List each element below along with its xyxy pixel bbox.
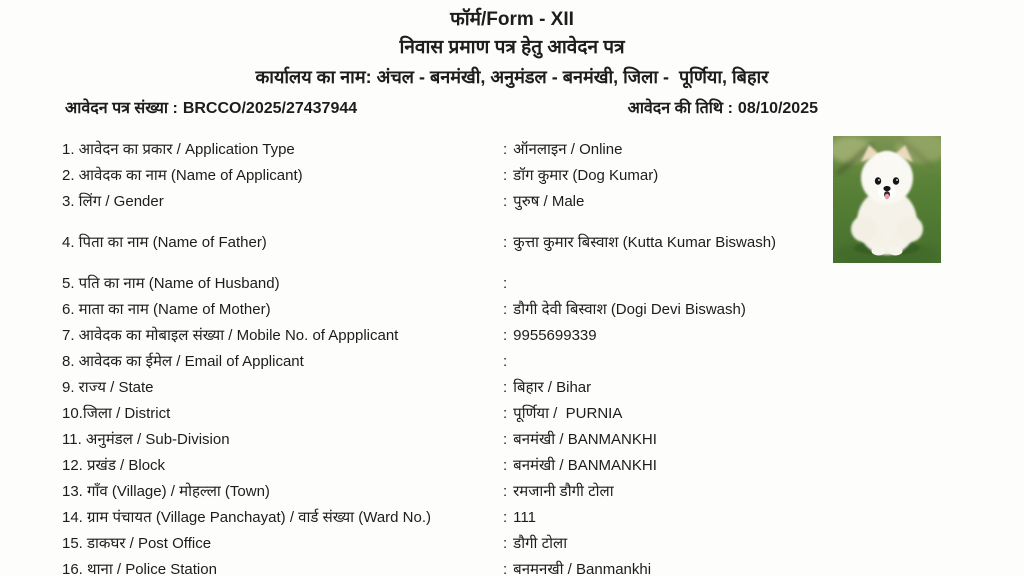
field-value-text: बनमंखी / BANMANKHI	[513, 457, 657, 474]
field-value	[503, 531, 832, 557]
field-value-text: पुरुष / Male	[513, 193, 585, 210]
field-value-text: बिहार / Bihar	[513, 379, 592, 396]
field-label: 5. पति का नाम (Name of Husband)	[62, 275, 280, 292]
field-value	[503, 453, 832, 479]
colon-separator: :	[503, 457, 508, 474]
colon-separator: :	[503, 193, 508, 210]
field-label: 2. आवेदक का नाम (Name of Applicant)	[62, 167, 303, 184]
office-name-line: कार्यालय का नाम: अंचल - बनमंखी, अनुमंडल - बनमंखी, जिला - पूर्णिया, बिहार	[255, 67, 769, 87]
form-subtitle: निवास प्रमाण पत्र हेतु आवेदन पत्र	[399, 37, 625, 58]
field-value-text: रमजानी डौगी टोला	[513, 483, 614, 500]
field-value	[503, 557, 832, 576]
form-field-row-father-name	[62, 230, 832, 256]
colon-separator: :	[503, 301, 508, 318]
form-field-row-husband-name	[62, 271, 832, 297]
field-value	[503, 427, 832, 453]
field-value-text: डॉग कुमार (Dog Kumar)	[513, 167, 659, 184]
field-value-text: ऑनलाइन / Online	[513, 141, 623, 158]
form-field-row-email	[62, 349, 832, 375]
field-value-text: पूर्णिया / PURNIA	[513, 405, 623, 422]
form-field-row-panchayat-ward	[62, 505, 832, 531]
form-field-row-police-station	[62, 557, 832, 576]
field-value	[503, 349, 832, 375]
field-value-text: 9955699339	[513, 327, 597, 344]
field-label: 10.जिला / District	[62, 405, 171, 422]
form-field-row-application-type	[62, 137, 832, 163]
field-label: 15. डाकघर / Post Office	[62, 535, 212, 552]
field-value	[503, 189, 832, 215]
field-label: 12. प्रखंड / Block	[62, 457, 166, 474]
colon-separator: :	[503, 483, 508, 500]
field-label: 8. आवेदक का ईमेल / Email of Applicant	[62, 353, 304, 370]
form-field-row-gender	[62, 189, 832, 215]
application-number	[65, 97, 357, 121]
form-fields	[62, 137, 832, 576]
form-title: फॉर्म/Form - XII	[450, 9, 574, 30]
colon-separator: :	[503, 509, 508, 526]
application-number-value: BRCCO/2025/27437944	[182, 100, 358, 117]
application-number-label: आवेदन पत्र संख्या :	[65, 100, 178, 117]
field-value	[503, 323, 832, 349]
field-value	[503, 230, 832, 256]
application-date-label: आवेदन की तिथि :	[627, 100, 733, 117]
form-field-row-state	[62, 375, 832, 401]
form-field-row-applicant-name	[62, 163, 832, 189]
field-label: 6. माता का नाम (Name of Mother)	[62, 301, 271, 318]
field-value-text: डौगी देवी बिस्वाश (Dogi Devi Biswash)	[513, 301, 746, 318]
field-value-text: बनमंखी / BANMANKHI	[513, 431, 657, 448]
field-value	[503, 297, 832, 323]
field-value-text: डौगी टोला	[513, 535, 568, 552]
form-field-row-district	[62, 401, 832, 427]
application-meta-row	[65, 97, 818, 121]
field-label: 16. थाना / Police Station	[62, 561, 217, 576]
field-label: 3. लिंग / Gender	[62, 193, 164, 210]
field-label: 7. आवेदक का मोबाइल संख्या / Mobile No. of Appplicant	[62, 327, 399, 344]
colon-separator: :	[503, 535, 508, 552]
field-value-text: बनमनखी / Banmankhi	[513, 561, 652, 576]
colon-separator: :	[503, 353, 508, 370]
field-label: 13. गाँव (Village) / मोहल्ला (Town)	[62, 483, 270, 500]
colon-separator: :	[503, 167, 508, 184]
colon-separator: :	[503, 405, 508, 422]
colon-separator: :	[503, 561, 508, 576]
field-label: 9. राज्य / State	[62, 379, 154, 396]
field-label: 1. आवेदन का प्रकार / Application Type	[62, 141, 295, 158]
colon-separator: :	[503, 327, 508, 344]
form-field-row-village-town	[62, 479, 832, 505]
field-value	[503, 479, 832, 505]
form-field-row-mobile-no	[62, 323, 832, 349]
colon-separator: :	[503, 141, 508, 158]
field-label: 4. पिता का नाम (Name of Father)	[62, 234, 267, 251]
field-value-text: 111	[513, 509, 536, 526]
field-value-text: कुत्ता कुमार बिस्वाश (Kutta Kumar Biswash)	[513, 234, 777, 251]
application-date-value: 08/10/2025	[737, 100, 818, 117]
field-value	[503, 163, 832, 189]
field-value	[503, 271, 832, 297]
dog-photo-image	[833, 136, 941, 263]
application-date	[628, 97, 818, 121]
colon-separator: :	[503, 379, 508, 396]
colon-separator: :	[503, 431, 508, 448]
colon-separator: :	[503, 275, 508, 292]
field-label: 11. अनुमंडल / Sub-Division	[62, 431, 230, 448]
field-value	[503, 375, 832, 401]
form-field-row-post-office	[62, 531, 832, 557]
colon-separator: :	[503, 234, 508, 251]
field-value	[503, 401, 832, 427]
form-field-row-block	[62, 453, 832, 479]
field-value	[503, 505, 832, 531]
form-field-row-mother-name	[62, 297, 832, 323]
field-value	[503, 137, 832, 163]
form-field-row-sub-division	[62, 427, 832, 453]
applicant-photo	[833, 136, 941, 263]
field-label: 14. ग्राम पंचायत (Village Panchayat) / वार्ड संख्या (Ward No.)	[62, 509, 432, 526]
